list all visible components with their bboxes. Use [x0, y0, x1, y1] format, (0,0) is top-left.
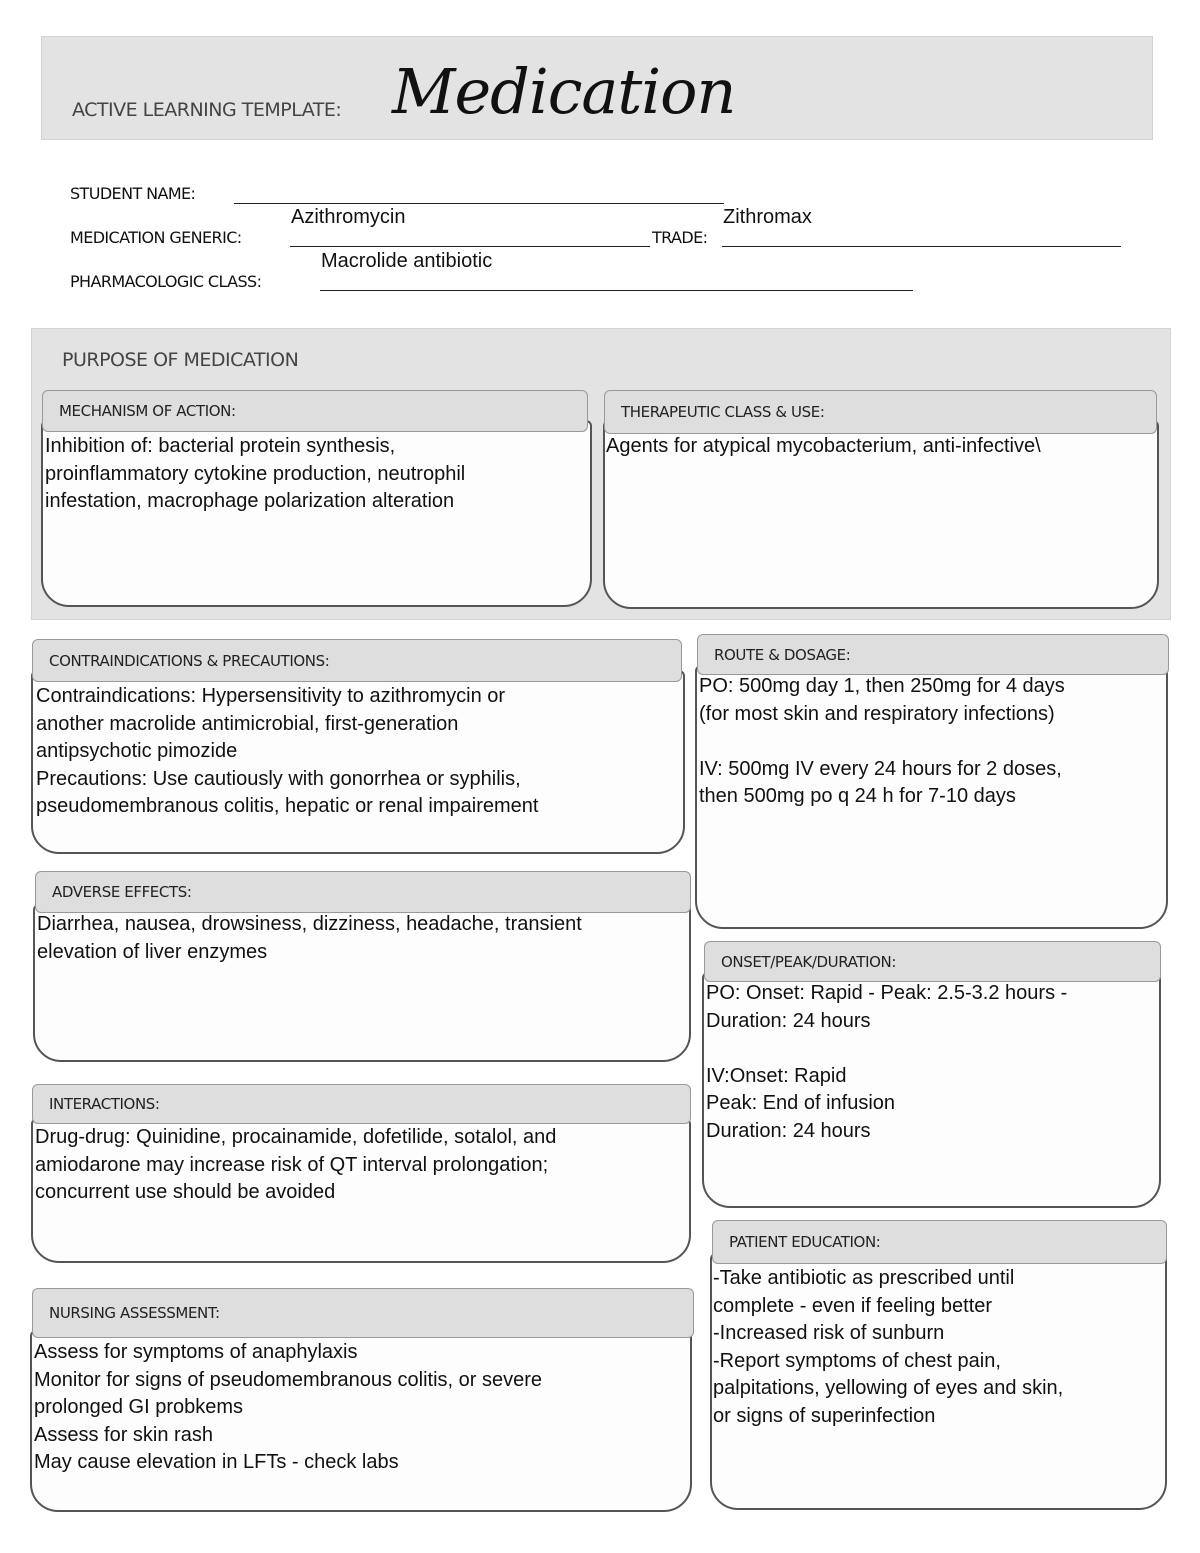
interactions-label: INTERACTIONS: — [49, 1095, 160, 1113]
adverse-label: ADVERSE EFFECTS: — [52, 883, 192, 901]
mechanism-text: Inhibition of: bacterial protein synthesis, proinflammatory cytokine production, neutrophil infestation, macrophage polarization alteration — [45, 435, 466, 512]
class-line[interactable] — [320, 250, 913, 291]
interactions-text: Drug-drug: Quinidine, procainamide, dofetilide, sotalol, and amiodarone may increase risk of QT interval prolongation; concurrent use should be avoided — [35, 1126, 557, 1203]
trade-line[interactable] — [722, 206, 1121, 247]
class-label: PHARMACOLOGIC CLASS: — [70, 272, 262, 291]
route-tab — [697, 634, 1169, 675]
generic-label: MEDICATION GENERIC: — [70, 228, 242, 247]
onset-text: PO: Onset: Rapid - Peak: 2.5-3.2 hours - Duration: 24 hours IV:Onset: Rapid Peak: End of infusion Duration: 24 hours — [706, 982, 1068, 1142]
route-text: PO: 500mg day 1, then 250mg for 4 days (for most skin and respiratory infections) IV: 500mg IV every 24 hours for 2 doses, then 500mg po q 24 h for 7-10 days — [699, 675, 1065, 807]
page-title: Medication — [392, 55, 736, 128]
adverse-text: Diarrhea, nausea, drowsiness, dizziness, headache, transient elevation of liver enzymes — [37, 913, 582, 963]
template-prefix: ACTIVE LEARNING TEMPLATE: — [72, 99, 342, 121]
onset-tab — [704, 941, 1161, 982]
purpose-title: PURPOSE OF MEDICATION — [62, 349, 299, 371]
contraindications-label: CONTRAINDICATIONS & PRECAUTIONS: — [49, 651, 330, 670]
route-label: ROUTE & DOSAGE: — [714, 645, 851, 664]
therapeutic-label: THERAPEUTIC CLASS & USE: — [621, 403, 825, 421]
interactions-tab — [32, 1084, 691, 1124]
education-tab — [712, 1220, 1167, 1264]
mechanism-label: MECHANISM OF ACTION: — [59, 402, 236, 420]
template-header — [41, 36, 1153, 140]
student-name-line[interactable] — [234, 203, 724, 204]
generic-line[interactable] — [290, 206, 650, 247]
education-label: PATIENT EDUCATION: — [729, 1233, 881, 1251]
nursing-tab — [32, 1288, 694, 1338]
onset-label: ONSET/PEAK/DURATION: — [721, 952, 897, 971]
class-value: Macrolide antibiotic — [321, 250, 493, 272]
therapeutic-text: Agents for atypical mycobacterium, anti-infective\ — [606, 435, 1041, 457]
contraindications-tab — [32, 639, 682, 682]
education-text: -Take antibiotic as prescribed until complete - even if feeling better -Increased risk of sunburn -Report symptoms of chest pain, palpitations, yellowing of eyes and skin, or signs of superinfection — [713, 1267, 1064, 1427]
mechanism-tab — [42, 390, 588, 432]
trade-value: Zithromax — [723, 206, 812, 228]
nursing-label: NURSING ASSESSMENT: — [49, 1304, 220, 1322]
trade-label: TRADE: — [652, 228, 708, 247]
generic-value: Azithromycin — [291, 206, 406, 228]
nursing-text: Assess for symptoms of anaphylaxis Monitor for signs of pseudomembranous colitis, or severe prolonged GI probkems Assess for skin rash May cause elevation in LFTs - check labs — [34, 1341, 543, 1473]
contraindications-text: Contraindications: Hypersensitivity to azithromycin or another macrolide antimicrobial, first-generation antipsychotic pimozide Precautions: Use cautiously with gonorrhea or syphilis, pseudomembranous colitis, hepatic or renal impairement — [36, 685, 539, 817]
adverse-tab — [35, 871, 691, 913]
student-name-label: STUDENT NAME: — [70, 184, 196, 203]
therapeutic-tab — [604, 390, 1157, 434]
